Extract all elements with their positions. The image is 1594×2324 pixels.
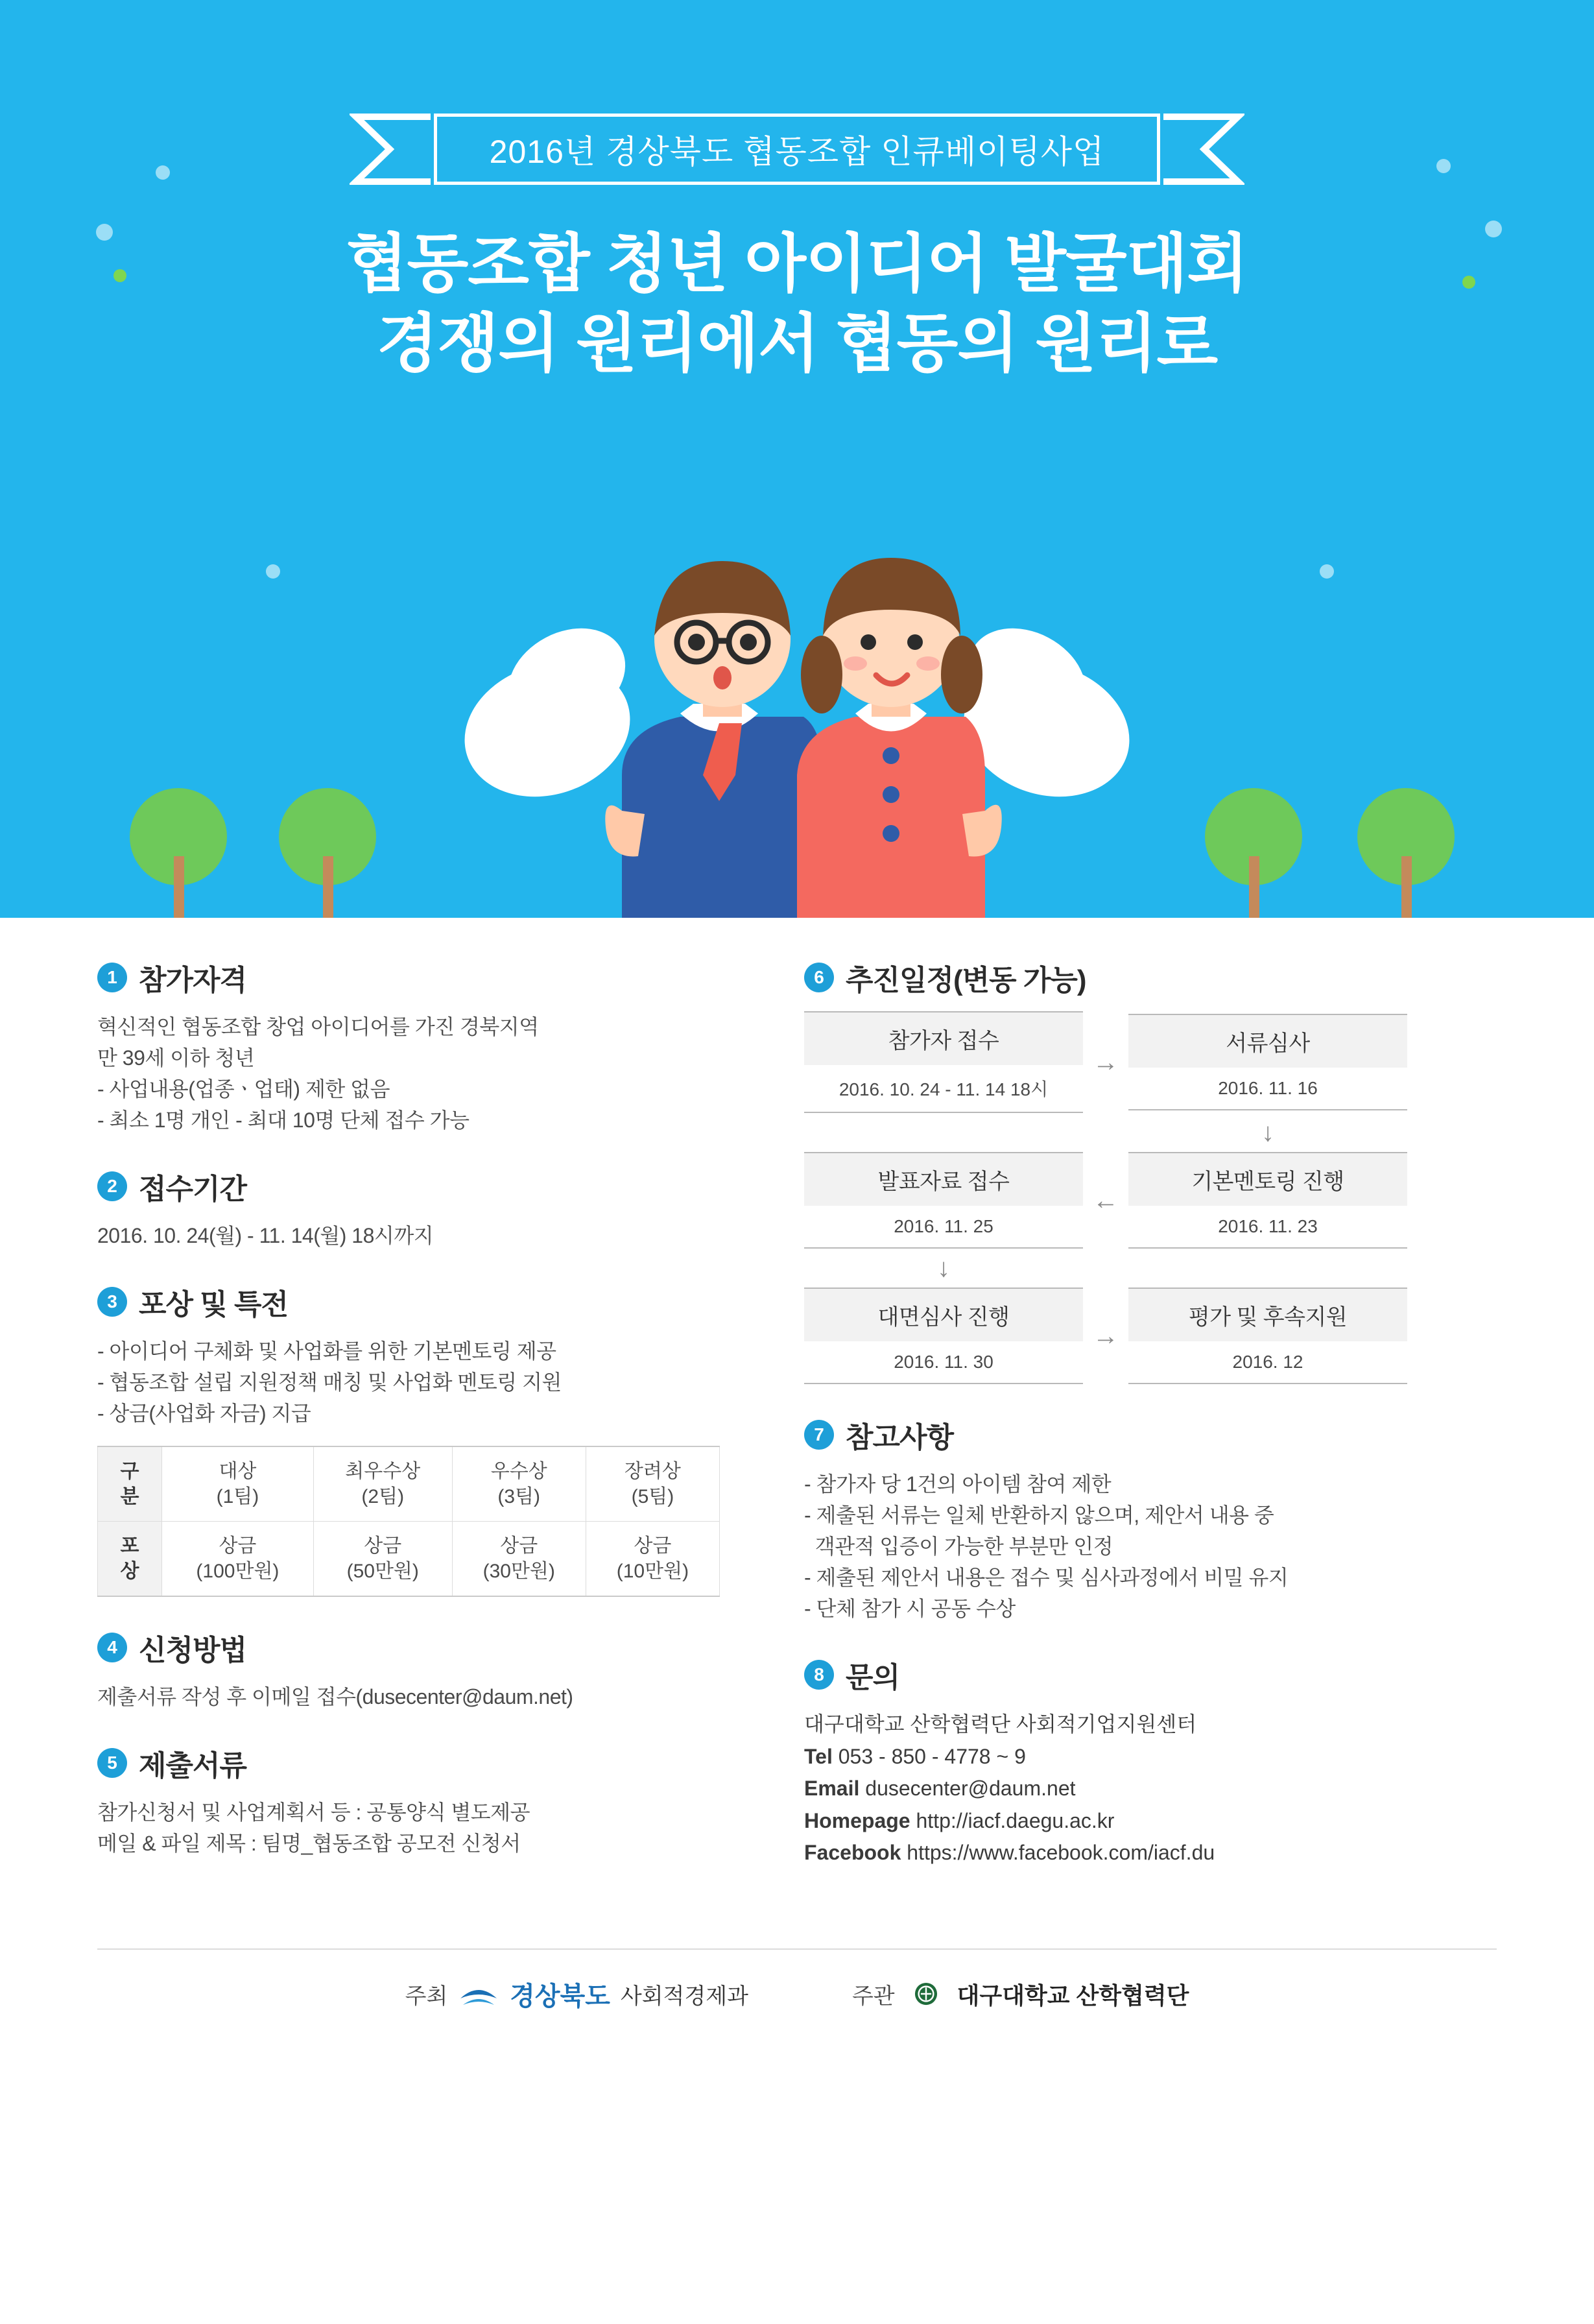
section-application-period bbox=[97, 1166, 765, 1251]
decor-dot bbox=[1320, 564, 1334, 579]
section-body-line: - 상금(사업화 자금) 지급 bbox=[97, 1402, 311, 1425]
tree-icon bbox=[1205, 788, 1302, 918]
section-header bbox=[97, 1627, 765, 1668]
page-title-line1: 협동조합 청년 아이디어 발굴대회 bbox=[346, 228, 1248, 299]
contact-email bbox=[804, 1773, 1459, 1805]
section-body-line: - 아이디어 구체화 및 사업화를 위한 기본멘토링 제공 bbox=[97, 1339, 556, 1363]
host-role-label: 주최 bbox=[405, 1983, 448, 2009]
table-cell: 장려상 (5팀) bbox=[586, 1446, 719, 1522]
section-contact bbox=[804, 1654, 1459, 1869]
table-cell: 우수상 (3팀) bbox=[452, 1446, 586, 1522]
tree-icon bbox=[130, 788, 227, 918]
section-prizes bbox=[97, 1281, 765, 1597]
schedule-step-label: 기본멘토링 진행 bbox=[1128, 1153, 1407, 1206]
ribbon-label: 2016년 경상북도 협동조합 인큐베이팅사업 bbox=[489, 134, 1105, 170]
schedule-step-date: 2016. 11. 23 bbox=[1218, 1216, 1318, 1236]
schedule-step-label: 발표자료 접수 bbox=[804, 1153, 1083, 1206]
contact-facebook bbox=[804, 1837, 1459, 1869]
schedule-step-date: 2016. 12 bbox=[1232, 1352, 1303, 1372]
schedule-flow bbox=[804, 1011, 1459, 1384]
ribbon-tail-right-icon bbox=[1160, 114, 1244, 185]
table-row-header bbox=[98, 1522, 162, 1597]
section-body-line: 제출서류 작성 후 이메일 접수(dusecenter@daum.net) bbox=[97, 1685, 573, 1708]
schedule-step bbox=[804, 1288, 1083, 1384]
section-number: 5 bbox=[97, 1748, 127, 1778]
schedule-step bbox=[1128, 1014, 1407, 1110]
host-org bbox=[405, 1976, 748, 2013]
table-cell: 최우수상 (2팀) bbox=[313, 1446, 452, 1522]
section-number: 7 bbox=[804, 1420, 834, 1450]
section-body-line: - 최소 1명 개인 - 최대 10명 단체 접수 가능 bbox=[97, 1108, 470, 1132]
section-body-line: - 사업내용(업종ㆍ업태) 제한 없음 bbox=[97, 1077, 390, 1101]
contact-value[interactable]: http://iacf.daegu.ac.kr bbox=[916, 1808, 1115, 1832]
footer-divider bbox=[97, 1948, 1497, 1950]
table-cell: 상금 (100만원) bbox=[162, 1522, 314, 1597]
section-body-line: 메일 & 파일 제목 : 팀명_협동조합 공모전 신청서 bbox=[97, 1832, 521, 1855]
section-how-to-apply bbox=[97, 1627, 765, 1712]
contact-label: Tel bbox=[804, 1744, 833, 1768]
section-title: 문의 bbox=[846, 1662, 900, 1694]
table-row-header bbox=[98, 1446, 162, 1522]
table-row-header-char: 포 bbox=[120, 1535, 139, 1557]
host-department: 사회적경제과 bbox=[620, 1983, 748, 2009]
table-cell: 상금 (50만원) bbox=[313, 1522, 452, 1597]
flow-arrow-down-icon: ↓ bbox=[1261, 1118, 1274, 1147]
section-body-line: - 제출된 서류는 일체 반환하지 않으며, 제안서 내용 중 bbox=[804, 1503, 1274, 1527]
prize-table bbox=[97, 1446, 720, 1597]
table-cell: 상금 (30만원) bbox=[452, 1522, 586, 1597]
schedule-step-date: 2016. 11. 25 bbox=[894, 1216, 993, 1236]
section-number: 8 bbox=[804, 1660, 834, 1690]
section-eligibility bbox=[97, 957, 765, 1136]
contact-value: 053 - 850 - 4778 ~ 9 bbox=[838, 1744, 1026, 1768]
page-title-line2: 경쟁의 원리에서 협동의 원리로 bbox=[376, 307, 1218, 379]
contact-value[interactable]: dusecenter@daum.net bbox=[865, 1777, 1076, 1801]
gyeongbuk-logo-icon bbox=[458, 1979, 499, 2009]
schedule-step bbox=[804, 1011, 1083, 1113]
tree-icon bbox=[279, 788, 376, 918]
section-body-line: 혁신적인 협동조합 창업 아이디어를 가진 경북지역 bbox=[97, 1015, 539, 1038]
section-body-line: 객관적 입증이 가능한 부분만 인정 bbox=[804, 1535, 1113, 1558]
section-header bbox=[97, 957, 765, 998]
tree-icon bbox=[1357, 788, 1455, 918]
characters-illustration bbox=[408, 516, 1186, 918]
section-header bbox=[97, 1281, 765, 1323]
section-header bbox=[804, 1414, 1459, 1455]
section-body-line: - 참가자 당 1건의 아이템 참여 제한 bbox=[804, 1472, 1112, 1496]
ribbon bbox=[350, 114, 1244, 185]
section-number: 4 bbox=[97, 1633, 127, 1662]
flow-arrow-right-icon: → bbox=[1093, 1321, 1119, 1350]
organizer-name: 대구대학교 산학협력단 bbox=[957, 1982, 1189, 2009]
table-row bbox=[98, 1446, 720, 1522]
schedule-step-label: 대면심사 진행 bbox=[804, 1289, 1083, 1341]
ribbon-tail-left-icon bbox=[350, 114, 434, 185]
page-title bbox=[0, 224, 1594, 383]
section-title: 추진일정(변동 가능) bbox=[846, 964, 1086, 996]
flow-arrow-left-icon: ← bbox=[1093, 1186, 1119, 1215]
table-row bbox=[98, 1522, 720, 1597]
section-number: 6 bbox=[804, 963, 834, 992]
section-title: 포상 및 특전 bbox=[139, 1289, 288, 1321]
host-name: 경상북도 bbox=[510, 1982, 610, 2011]
schedule-step bbox=[1128, 1288, 1407, 1384]
section-title: 신청방법 bbox=[139, 1635, 247, 1666]
section-header bbox=[804, 957, 1459, 998]
section-header bbox=[97, 1166, 765, 1207]
section-notes bbox=[804, 1414, 1459, 1624]
section-body-line: - 단체 참가 시 공동 수상 bbox=[804, 1597, 1016, 1620]
table-row-header-char: 분 bbox=[120, 1486, 139, 1507]
section-body-line: 참가신청서 및 사업계획서 등 : 공통양식 별도제공 bbox=[97, 1801, 530, 1824]
section-body-line: 만 39세 이하 청년 bbox=[97, 1046, 255, 1070]
contact-label: Homepage bbox=[804, 1808, 910, 1832]
content-area bbox=[0, 918, 1594, 1899]
section-title: 참고사항 bbox=[846, 1422, 954, 1454]
daegu-university-logo-icon bbox=[905, 1979, 947, 2009]
section-title: 참가자격 bbox=[139, 964, 247, 996]
footer bbox=[0, 1925, 1594, 2048]
schedule-step bbox=[1128, 1152, 1407, 1249]
schedule-step-date: 2016. 10. 24 - 11. 14 18시 bbox=[839, 1079, 1049, 1099]
contact-homepage bbox=[804, 1805, 1459, 1838]
section-title: 제출서류 bbox=[139, 1750, 247, 1782]
decor-dot bbox=[156, 165, 170, 180]
table-row-header-char: 상 bbox=[120, 1561, 139, 1582]
section-title: 접수기간 bbox=[139, 1173, 247, 1205]
flow-arrow-right-icon: → bbox=[1093, 1048, 1119, 1077]
table-cell: 대상 (1팀) bbox=[162, 1446, 314, 1522]
right-column bbox=[804, 957, 1459, 1899]
contact-tel bbox=[804, 1741, 1459, 1773]
schedule-step-date: 2016. 11. 16 bbox=[1218, 1078, 1318, 1098]
organizer-org bbox=[852, 1978, 1189, 2011]
section-header bbox=[804, 1654, 1459, 1695]
table-row-header-char: 구 bbox=[120, 1461, 139, 1482]
table-cell: 상금 (10만원) bbox=[586, 1522, 719, 1597]
decor-dot bbox=[266, 564, 280, 579]
organizer-role-label: 주관 bbox=[851, 1983, 895, 2009]
contact-label: Facebook bbox=[804, 1841, 901, 1865]
section-header bbox=[97, 1742, 765, 1784]
schedule-step-label: 평가 및 후속지원 bbox=[1128, 1289, 1407, 1341]
section-required-documents bbox=[97, 1742, 765, 1859]
section-number: 2 bbox=[97, 1171, 127, 1201]
schedule-step-label: 서류심사 bbox=[1128, 1015, 1407, 1068]
section-body-line: - 협동조합 설립 지원정책 매칭 및 사업화 멘토링 지원 bbox=[97, 1371, 562, 1394]
contact-value[interactable]: https://www.facebook.com/iacf.du bbox=[907, 1841, 1215, 1865]
hero-banner bbox=[0, 0, 1594, 918]
flow-arrow-down-icon: ↓ bbox=[937, 1254, 950, 1282]
contact-label: Email bbox=[804, 1777, 860, 1801]
decor-dot bbox=[1436, 159, 1451, 173]
section-number: 1 bbox=[97, 963, 127, 992]
left-column bbox=[97, 957, 765, 1899]
contact-org: 대구대학교 산학협력단 사회적기업지원센터 bbox=[804, 1712, 1197, 1736]
schedule-step-label: 참가자 접수 bbox=[804, 1012, 1083, 1065]
section-schedule bbox=[804, 957, 1459, 1384]
section-number: 3 bbox=[97, 1287, 127, 1317]
section-body-line: - 제출된 제안서 내용은 접수 및 심사과정에서 비밀 유지 bbox=[804, 1566, 1289, 1589]
schedule-step-date: 2016. 11. 30 bbox=[894, 1352, 993, 1372]
footer-orgs bbox=[97, 1976, 1497, 2013]
schedule-step bbox=[804, 1152, 1083, 1249]
section-body-line: 2016. 10. 24(월) - 11. 14(월) 18시까지 bbox=[97, 1224, 434, 1247]
ribbon-label-box bbox=[434, 114, 1160, 185]
